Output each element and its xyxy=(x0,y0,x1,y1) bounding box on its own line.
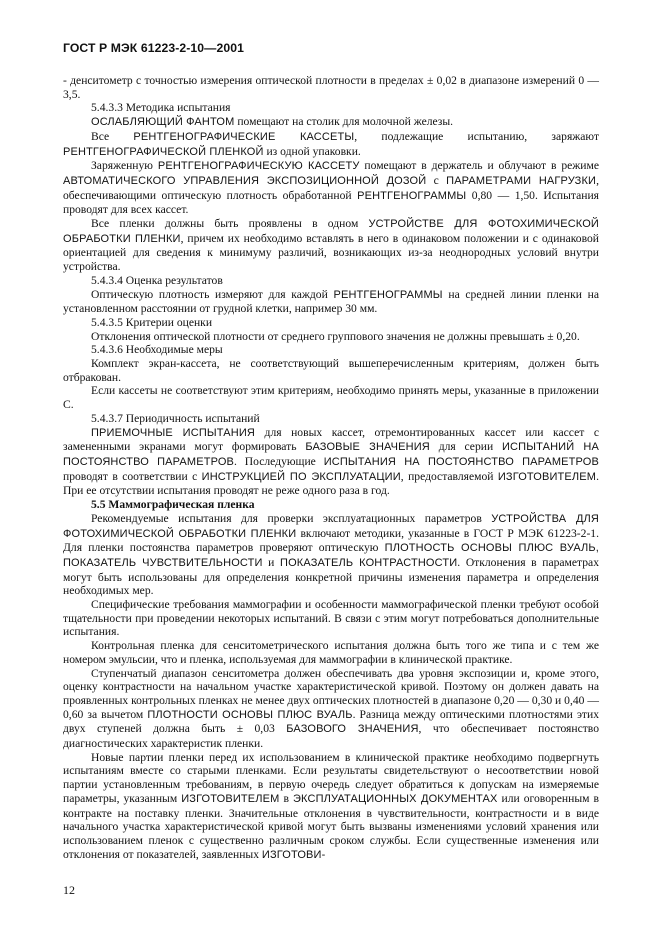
text-run: 5.4.3.3 Методика испытания xyxy=(91,101,231,115)
defined-term: РЕНТГЕНОГРАФИЧЕСКОЙ ПЛЕНКОЙ xyxy=(63,145,264,158)
text-run: Заряженную xyxy=(91,159,158,173)
defined-term: ОСЛАБЛЯЮЩИЙ ФАНТОМ xyxy=(91,116,235,129)
document-header: ГОСТ Р МЭК 61223-2-10—2001 xyxy=(63,41,244,55)
subsection-heading xyxy=(63,412,599,426)
text-run: Все xyxy=(91,129,134,143)
paragraph xyxy=(63,426,599,499)
defined-term: УСТРОЙСТВА ДЛЯ ФОТОХИМИЧЕСКОЙ ОБРАБОТКИ ПЛЕНКИ xyxy=(63,512,600,540)
text-run: помещают в держатель и облучают в режиме xyxy=(359,159,599,173)
defined-term: РЕНТГЕНОГРАММЫ xyxy=(333,288,443,301)
paragraph xyxy=(63,159,599,217)
text-run: помещают на столик для молочной железы. xyxy=(234,115,454,129)
defined-term: ИНСТРУКЦИЕЙ ПО ЭКСПЛУАТАЦИИ xyxy=(201,470,401,483)
subsection-heading xyxy=(63,101,599,115)
text-run: . Отклонения в параметрах могут быть использованы для определения конкретной причины изменения параметра и определения необходимых мер. xyxy=(63,555,599,598)
text-run: с xyxy=(426,173,447,187)
defined-term: ИЗГОТОВИТЕЛЕМ xyxy=(497,470,597,483)
text-run: , предоставляемой xyxy=(400,469,498,483)
page-number: 12 xyxy=(63,883,75,897)
paragraph xyxy=(63,598,599,639)
text-run: Специфические требования маммографии и особенности маммографической пленки требуют особой тщательности при проведении некоторых испытаний. В связи с этим могут потребоваться дополнительные испытания. xyxy=(63,598,599,639)
defined-term: ПЛОТНОСТИ ОСНОВЫ ПЛЮС ВУАЛЬ xyxy=(147,708,353,721)
text-run: 5.5 Маммографическая пленка xyxy=(91,498,255,512)
defined-term: БАЗОВЫЕ ЗНАЧЕНИЯ xyxy=(305,441,430,454)
defined-term: ЭКСПЛУАТАЦИОННЫХ ДОКУМЕНТАХ xyxy=(292,792,498,805)
text-run: для новых кассет, отремонтированных кассет или кассет с замененными экранами могут формировать xyxy=(63,425,599,454)
text-run: Рекомендуемые испытания для проверки эксплуатационных параметров xyxy=(91,511,492,525)
paragraph xyxy=(63,130,599,159)
defined-term: БАЗОВОГО ЗНАЧЕНИЯ xyxy=(286,723,419,736)
defined-term: ПОКАЗАТЕЛЬ КОНТРАСТНОСТИ xyxy=(280,556,458,569)
text-run: Отклонения оптической плотности от среднего группового значения не должны превышать ± 0,20. xyxy=(91,329,580,343)
paragraph xyxy=(63,751,599,863)
paragraph xyxy=(63,667,599,751)
text-run: 5.4.3.4 Оценка результатов xyxy=(91,273,223,287)
text-run: и xyxy=(262,555,281,569)
paragraph xyxy=(63,512,599,598)
subsection-heading xyxy=(63,343,599,357)
defined-term: ПЛОТНОСТЬ ОСНОВЫ ПЛЮС ВУАЛЬ, ПОКАЗАТЕЛЬ ЧУВСТВИТЕЛЬНОСТИ xyxy=(63,542,599,569)
text-run: для серии xyxy=(429,440,502,454)
text-run: проводят в соответствии с xyxy=(63,469,202,483)
defined-term: ИСПЫТАНИЙ НА ПОСТОЯНСТВО ПАРАМЕТРОВ xyxy=(63,441,599,468)
paragraph xyxy=(63,217,599,274)
text-run: . Разница между оптическими плотностями этих двух ступеней должна быть ± 0,03 xyxy=(63,707,599,736)
text-run: Контрольная пленка для сенситометрического испытания должна быть того же типа и с тем же номером эмульсии, что и пленка, используемая для маммографии в клинической практике. xyxy=(63,639,599,666)
text-run: или оговоренным в контракте на поставку пленки. Значительные отклонения в чувствительности, контрастности и в виде начального участка характеристической кривой могут быть вызваны изменениями условий хранения или использованием пленок с существенно различным сроком службы. Если существенные изменения или отклонения от показателей, заявленных xyxy=(63,791,599,861)
defined-term: РЕНТГЕНОГРАФИЧЕСКИЕ КАССЕТЫ xyxy=(133,130,355,143)
defined-term: РЕНТГЕНОГРАФИЧЕСКУЮ КАССЕТУ xyxy=(157,160,360,173)
defined-term: АВТОМАТИЧЕСКОГО УПРАВЛЕНИЯ ЭКСПОЗИЦИОННОЙ ДОЗОЙ xyxy=(63,174,427,187)
subsection-heading xyxy=(63,316,599,330)
text-run: 5.4.3.7 Периодичность испытаний xyxy=(91,411,260,425)
paragraph xyxy=(63,639,599,666)
text-run: Все пленки должны быть проявлены в одном xyxy=(91,217,369,231)
text-run: , что обеспечивает постоянство диагностических характеристик пленки. xyxy=(63,722,599,751)
text-run: 0,80 — 1,50. Испытания проводят для всех кассет. xyxy=(63,188,599,217)
text-run: Ступенчатый диапазон сенситометра должен обеспечивать два уровня экспозиции и, кроме этого, оценку контрастности на начальном участке характеристической кривой. Поэтому он должен давать на проявленных контрольных пленках не менее двух оптических плотностей в диапазоне 0,20 — 0,30 и 0,40 — 0,60 за вычетом xyxy=(63,666,599,721)
text-run: Комплект экран-кассета, не соответствующий вышеперечисленным критериям, должен быть отбракован. xyxy=(63,357,599,384)
section-heading xyxy=(63,498,599,512)
paragraph xyxy=(63,330,599,344)
defined-term: ПРИЕМОЧНЫЕ ИСПЫТАНИЯ xyxy=(91,426,255,439)
defined-term: ПАРАМЕТРАМИ НАГРУЗКИ xyxy=(446,174,597,187)
text-run: , обеспечивающими оптическую плотность обработанной xyxy=(63,173,599,202)
text-run: Новые партии пленки перед их использованием в клинической практике необходимо подвергнуть испытаниям вместе со старыми пленками. Если результаты свидетельствуют о несоответствии новой партии установленным требованиям, в первую очередь следует обратиться к допускам на измеряемые параметры, указанным xyxy=(63,750,599,805)
text-run: . Последующие xyxy=(234,454,324,468)
defined-term: ИСПЫТАНИЯ НА ПОСТОЯНСТВО ПАРАМЕТРОВ xyxy=(323,455,599,468)
paragraph xyxy=(63,74,599,101)
defined-term: ИЗГОТОВИТЕЛЕМ xyxy=(181,792,280,805)
defined-term: ИЗГОТОВИ- xyxy=(261,848,326,861)
text-run: из одной упаковки. xyxy=(263,144,361,158)
paragraph xyxy=(63,384,599,411)
text-run: , подлежащие испытанию, заряжают xyxy=(354,129,600,143)
text-run: Оптическую плотность измеряют для каждой xyxy=(91,287,334,301)
paragraph xyxy=(63,288,599,316)
defined-term: РЕНТГЕНОГРАММЫ xyxy=(357,189,467,202)
paragraph xyxy=(63,115,599,130)
text-run: 5.4.3.6 Необходимые меры xyxy=(91,343,223,357)
paragraph xyxy=(63,357,599,384)
subsection-heading xyxy=(63,274,599,288)
text-run: 5.4.3.5 Критерии оценки xyxy=(91,315,213,329)
text-run: включают методики, указанные в ГОСТ Р МЭК 61223-2-1. Для пленки постоянства параметров проверяют оптическую xyxy=(63,526,599,555)
defined-term: УСТРОЙСТВЕ ДЛЯ ФОТОХИМИЧЕСКОЙ ОБРАБОТКИ ПЛЕНКИ xyxy=(63,218,599,245)
text-run: на средней линии пленки на установленном расстоянии от грудной клетки, например 30 мм. xyxy=(63,287,599,316)
document-body xyxy=(63,74,599,862)
text-run: - денситометр с точностью измерения оптической плотности в пределах ± 0,02 в диапазоне измерений 0 — 3,5. xyxy=(63,74,599,101)
text-run: , причем их необходимо вставлять в него в одинаковом положении и с одинаковой ориентацией для сведения к минимуму различий, возникающих из-за неоднородных условий внутри устройства. xyxy=(63,231,599,274)
text-run: в xyxy=(279,791,293,805)
text-run: Если кассеты не соответствуют этим критериям, необходимо принять меры, указанные в приложении С. xyxy=(63,384,599,412)
text-run: . При ее отсутствии испытания проводят не реже одного раза в год. xyxy=(63,469,599,498)
